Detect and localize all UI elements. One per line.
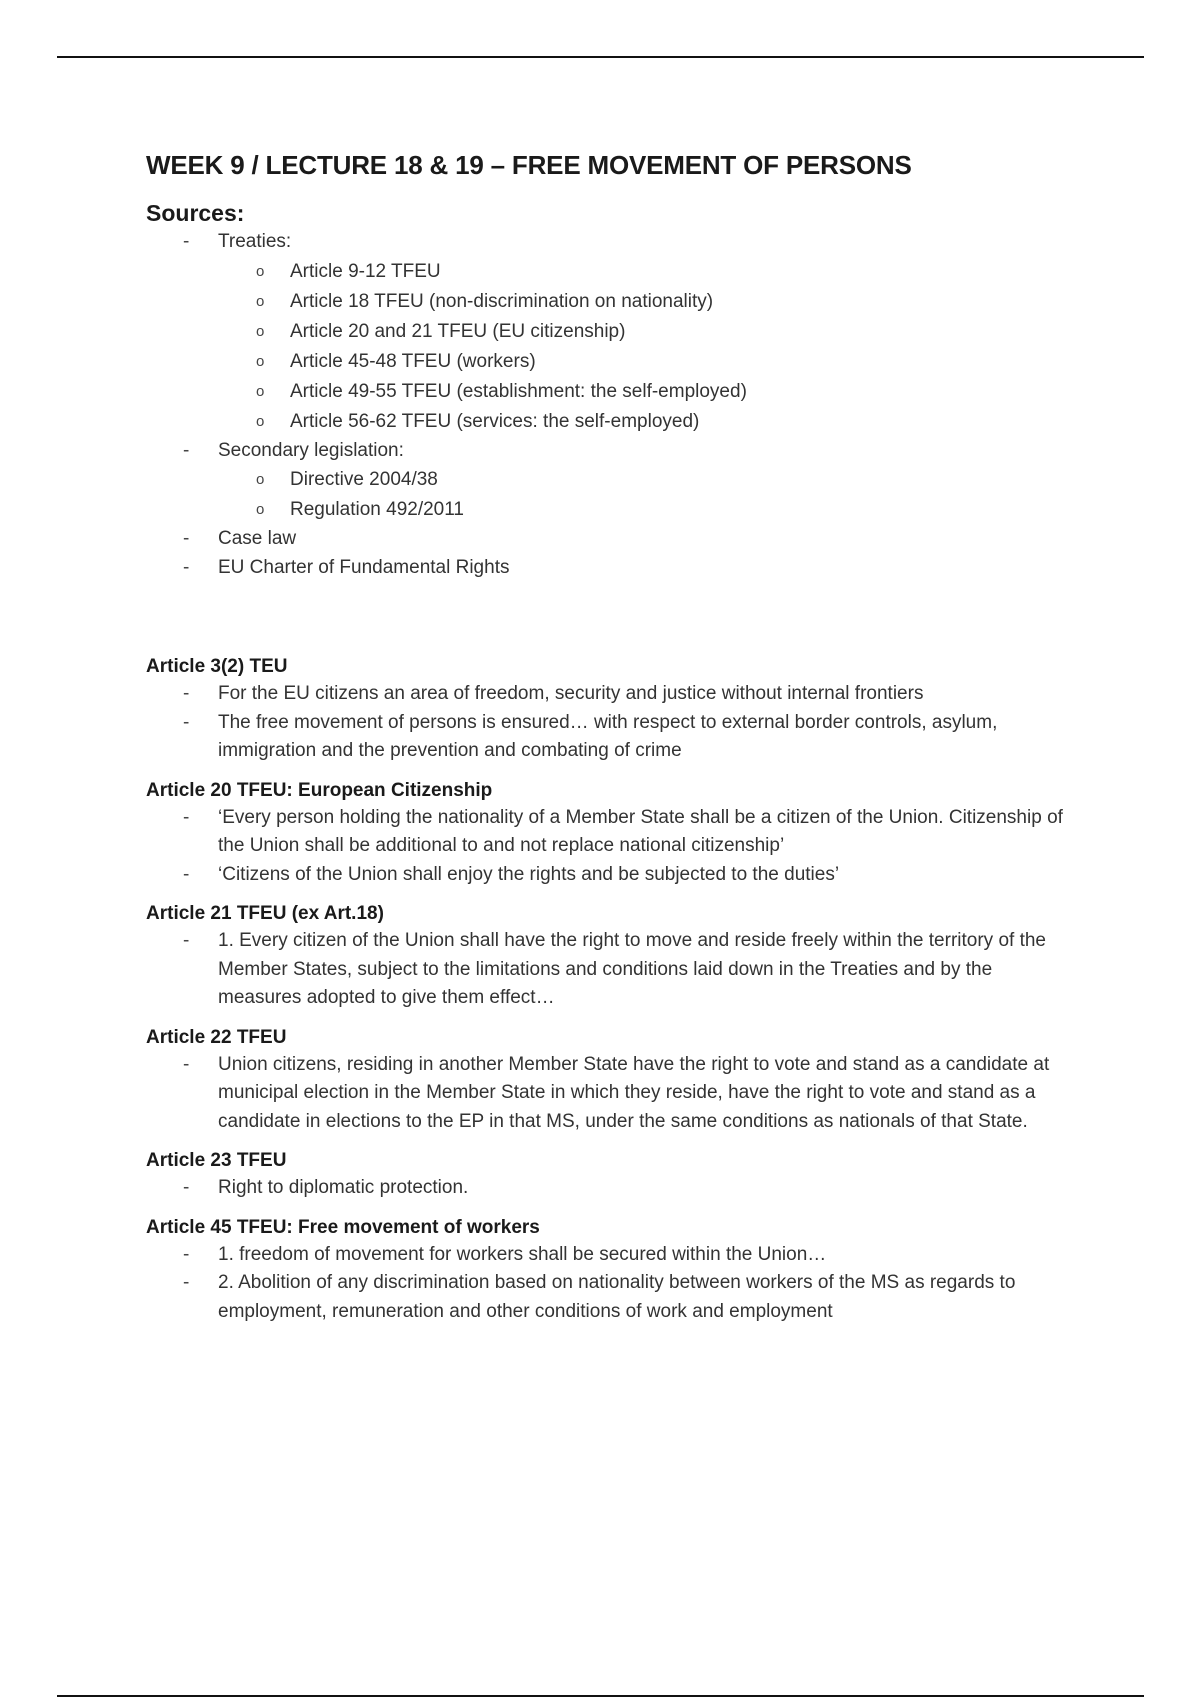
section-list-article-23-tfeu (146, 1174, 1066, 1203)
dash-bullet: - (183, 231, 190, 252)
circle-bullet: o (256, 471, 265, 488)
document-title: WEEK 9 / LECTURE 18 & 19 – FREE MOVEMENT OF PERSONS (146, 150, 912, 180)
list-item (146, 1051, 1066, 1137)
list-item-text: ‘Citizens of the Union shall enjoy the rights and be subjected to the duties’ (218, 863, 840, 885)
list-item-text: ‘Every person holding the nationality of a Member State shall be a citizen of the Union. Citizenship of the Union shall be additional to and not replace national citizenship’ (218, 806, 1063, 856)
section-heading-article-45-tfeu: Article 45 TFEU: Free movement of workers (146, 1216, 540, 1238)
dash-bullet: - (183, 930, 190, 951)
sublist-item (218, 257, 1066, 287)
circle-bullet: o (256, 412, 265, 430)
section-list-article-20-tfeu (146, 804, 1066, 890)
section-list-article-3-2-teu (146, 680, 1066, 766)
dash-bullet: - (183, 556, 190, 578)
sublist-item-text: Article 56-62 TFEU (services: the self-employed) (290, 410, 700, 432)
source-label: Case law (218, 528, 297, 549)
dash-bullet: - (183, 711, 190, 733)
sublist-item (218, 407, 1066, 437)
sublist-item-text: Article 20 and 21 TFEU (EU citizenship) (290, 320, 626, 342)
dash-bullet: - (183, 683, 190, 704)
source-item-eu-charter (146, 554, 1066, 583)
source-item-case-law (146, 525, 1066, 554)
section-heading-article-3-2-teu: Article 3(2) TEU (146, 656, 288, 677)
dash-bullet: - (183, 1272, 190, 1293)
sublist-item-text: Article 9-12 TFEU (290, 260, 441, 282)
dash-bullet: - (183, 806, 190, 828)
sublist-item-text: Directive 2004/38 (290, 469, 438, 490)
source-item-secondary-legislation (146, 437, 1066, 526)
dash-bullet: - (183, 863, 190, 885)
footer-rule (57, 1695, 1144, 1697)
sublist-item-text: Article 49-55 TFEU (establishment: the self-employed) (290, 380, 747, 402)
section-heading-article-23-tfeu: Article 23 TFEU (146, 1150, 287, 1171)
dash-bullet: - (183, 528, 190, 549)
section-heading-article-22-tfeu: Article 22 TFEU (146, 1026, 287, 1048)
sources-list (146, 228, 1066, 582)
secondary-legislation-sublist (218, 465, 1066, 525)
section-heading-article-20-tfeu: Article 20 TFEU: European Citizenship (146, 779, 493, 801)
list-item (146, 1241, 1066, 1270)
treaties-sublist (218, 257, 1066, 437)
list-item (146, 804, 1066, 861)
list-item-text: 1. Every citizen of the Union shall have the right to move and reside freely within the territory of the Member States, subject to the limitations and conditions laid down in the Treaties and by the measures adopted to give them effect… (218, 930, 1046, 1008)
sources-heading: Sources: (146, 200, 245, 226)
sublist-item (218, 465, 1066, 495)
source-label: Treaties: (218, 231, 292, 252)
list-item-text: For the EU citizens an area of freedom, security and justice without internal frontiers (218, 683, 924, 704)
sublist-item-text: Article 45-48 TFEU (workers) (290, 350, 536, 372)
sublist-item-text: Regulation 492/2011 (290, 499, 464, 520)
sublist-item (218, 495, 1066, 525)
source-label: Secondary legislation: (218, 439, 404, 461)
list-item (146, 709, 1066, 766)
sublist-item (218, 317, 1066, 347)
sublist-item (218, 287, 1066, 317)
circle-bullet: o (256, 352, 265, 370)
list-item-text: 1. freedom of movement for workers shall be secured within the Union… (218, 1243, 827, 1265)
section-list-article-21-tfeu (146, 927, 1066, 1013)
sublist-item (218, 347, 1066, 377)
dash-bullet: - (183, 1053, 190, 1075)
dash-bullet: - (183, 1177, 190, 1198)
circle-bullet: o (256, 322, 265, 340)
header-rule (57, 56, 1144, 58)
dash-bullet: - (183, 1243, 190, 1265)
list-item-text: 2. Abolition of any discrimination based on nationality between workers of the MS as regards to employment, remuneration and other conditions of work and employment (218, 1272, 1016, 1322)
list-item (146, 927, 1066, 1013)
circle-bullet: o (256, 292, 265, 310)
circle-bullet: o (256, 501, 265, 518)
sublist-item (218, 377, 1066, 407)
list-item-text: Right to diplomatic protection. (218, 1177, 469, 1198)
list-item-text: Union citizens, residing in another Member State have the right to vote and stand as a candidate at municipal election in the Member State in which they reside, have the right to vote and stand as a candidate in elections to the EP in that MS, under the same conditions as nationals of that State. (218, 1053, 1050, 1132)
document-page (146, 148, 1066, 1326)
section-heading-article-21-tfeu: Article 21 TFEU (ex Art.18) (146, 903, 384, 924)
circle-bullet: o (256, 382, 265, 400)
dash-bullet: - (183, 439, 190, 461)
list-item (146, 680, 1066, 709)
list-item (146, 861, 1066, 890)
source-label: EU Charter of Fundamental Rights (218, 556, 510, 578)
section-list-article-22-tfeu (146, 1051, 1066, 1137)
list-item (146, 1269, 1066, 1326)
circle-bullet: o (256, 262, 265, 280)
sublist-item-text: Article 18 TFEU (non-discrimination on nationality) (290, 290, 714, 312)
section-list-article-45-tfeu (146, 1241, 1066, 1327)
source-item-treaties (146, 228, 1066, 437)
list-item-text: The free movement of persons is ensured… with respect to external border controls, asylum, immigration and the prevention and combating of crime (218, 711, 998, 761)
list-item (146, 1174, 1066, 1203)
